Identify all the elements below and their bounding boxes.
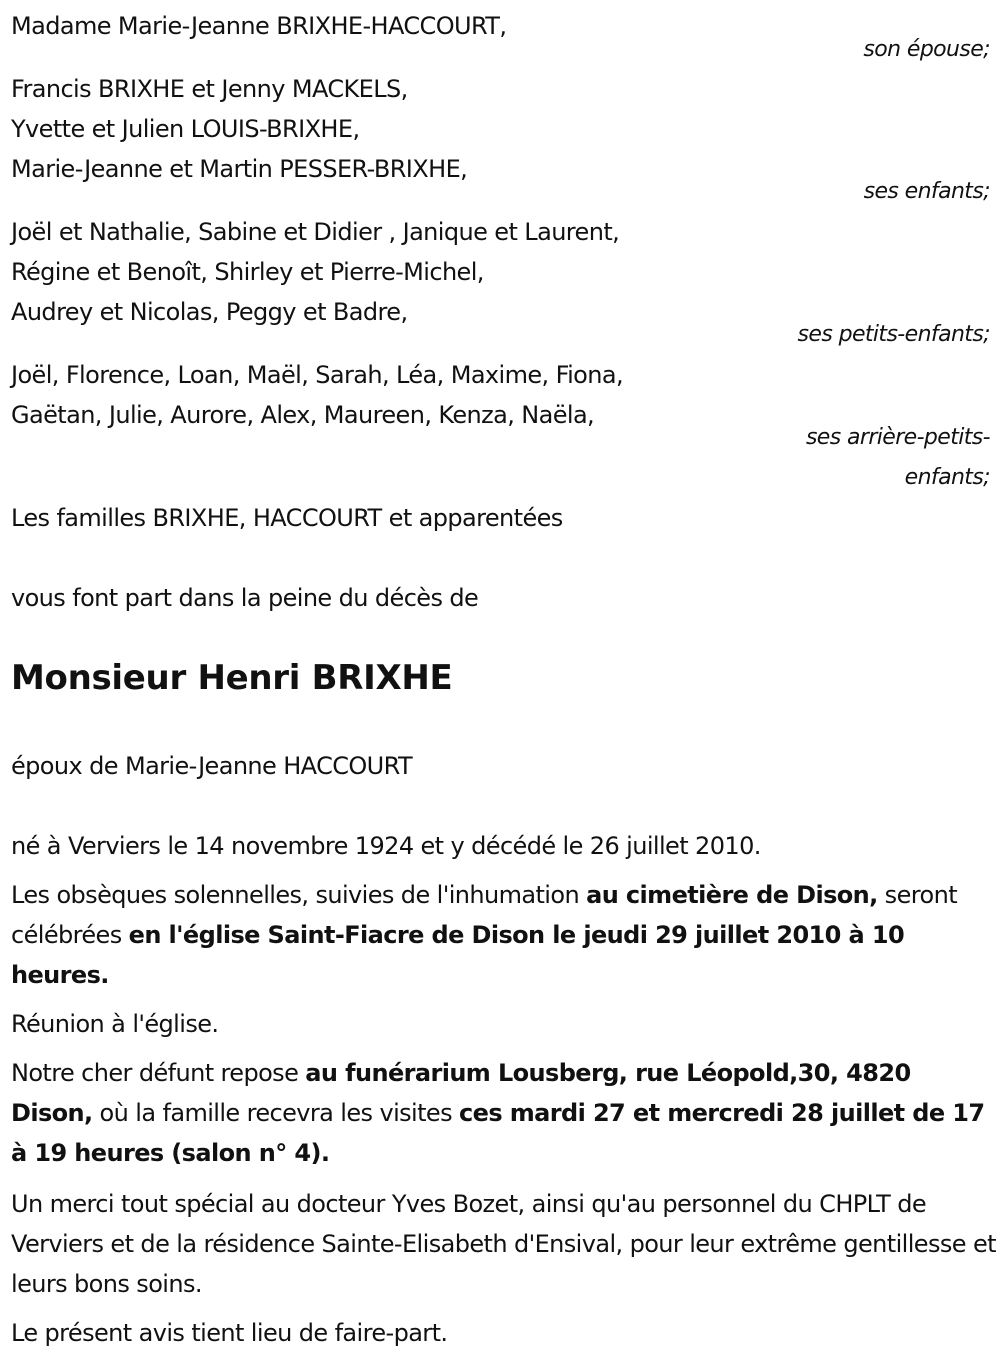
spouse-role: son épouse;: [863, 37, 990, 62]
great-grandchildren-line: Gaëtan, Julie, Aurore, Alex, Maureen, Kenza, Naëla,: [11, 401, 595, 429]
funeral-text: Les obsèques solennelles, suivies de l'inhumation: [11, 881, 587, 909]
grandchildren-line: Audrey et Nicolas, Peggy et Badre,: [11, 298, 408, 326]
spouse-line: Madame Marie-Jeanne BRIXHE-HACCOURT,: [11, 12, 507, 40]
funeral-paragraph: [11, 875, 996, 995]
great-grandchildren-role: ses arrière-petits-: [805, 425, 990, 450]
great-grandchildren-role: enfants;: [904, 465, 990, 490]
repose-paragraph: [11, 1053, 996, 1173]
children-role: ses enfants;: [863, 179, 990, 204]
children-line: Francis BRIXHE et Jenny MACKELS,: [11, 75, 408, 103]
grandchildren-line: Régine et Benoît, Shirley et Pierre-Michel,: [11, 258, 484, 286]
deceased-name: Monsieur Henri BRIXHE: [11, 658, 453, 698]
funeral-church-date: en l'église Saint-Fiacre de Dison le jeudi 29 juillet 2010 à 10 heures.: [11, 921, 905, 989]
repose-visits: ces mardi 27 et mercredi 28 juillet de 17 à 19 heures (salon n° 4).: [11, 1099, 985, 1167]
birth-death-line: né à Verviers le 14 novembre 1924 et y décédé le 26 juillet 2010.: [11, 832, 761, 860]
families-line: Les familles BRIXHE, HACCOURT et apparentées: [11, 504, 563, 532]
grandchildren-line: Joël et Nathalie, Sabine et Didier , Janique et Laurent,: [11, 218, 620, 246]
spouse-of-line: époux de Marie-Jeanne HACCOURT: [11, 752, 413, 780]
thanks-paragraph: Un merci tout spécial au docteur Yves Bozet, ainsi qu'au personnel du CHPLT de Verviers et de la résidence Sainte-Elisabeth d'Ensival, pour leur extrême gentillesse et leurs bons soins.: [11, 1190, 996, 1298]
funeral-cemetery: au cimetière de Dison,: [586, 881, 878, 909]
repose-text: Notre cher défunt repose: [11, 1059, 306, 1087]
repose-funerarium: au funérarium Lousberg, rue Léopold,30, 4820 Dison,: [11, 1059, 911, 1127]
announcement-line: vous font part dans la peine du décès de: [11, 584, 479, 612]
grandchildren-role: ses petits-enfants;: [797, 322, 990, 347]
great-grandchildren-line: Joël, Florence, Loan, Maël, Sarah, Léa, Maxime, Fiona,: [11, 361, 623, 389]
meeting-line: Réunion à l'église.: [11, 1010, 219, 1038]
funeral-text: seront célébrées: [11, 881, 957, 949]
closing-line: Le présent avis tient lieu de faire-part.: [11, 1319, 448, 1347]
children-line: Yvette et Julien LOUIS-BRIXHE,: [11, 115, 360, 143]
repose-text: où la famille recevra les visites: [92, 1099, 460, 1127]
children-line: Marie-Jeanne et Martin PESSER-BRIXHE,: [11, 155, 468, 183]
